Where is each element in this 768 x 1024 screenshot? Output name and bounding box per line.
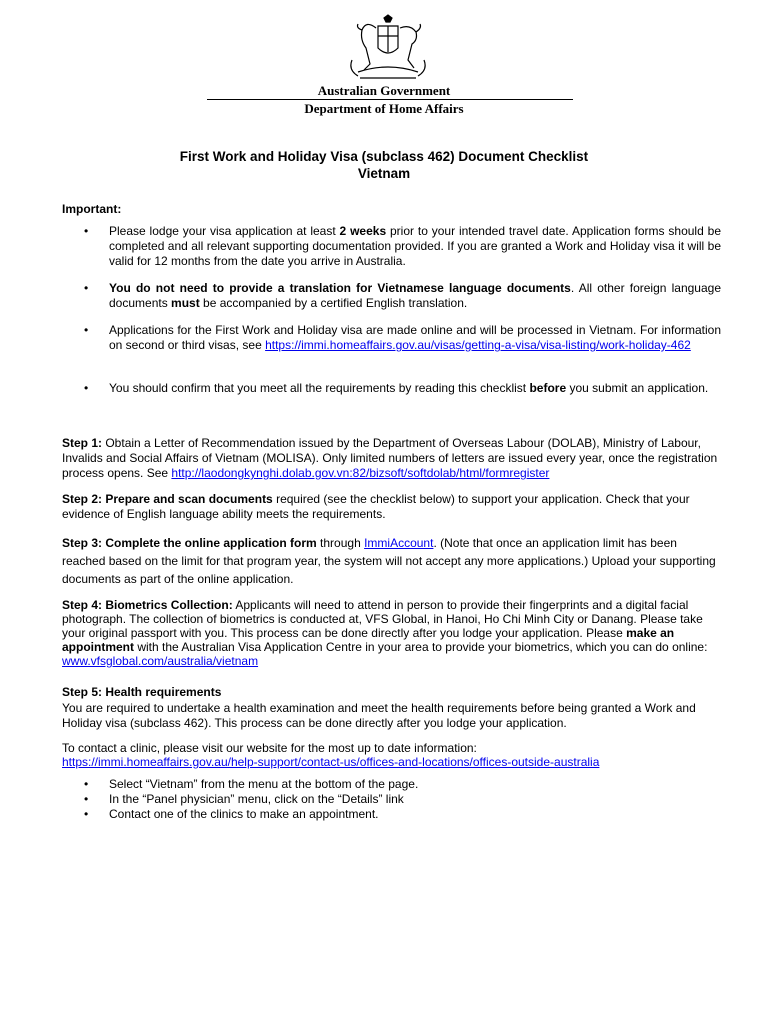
vfs-global-link[interactable]: www.vfsglobal.com/australia/vietnam — [62, 654, 259, 668]
clinic-step-2: In the “Panel physician” menu, click on the “Details” link — [109, 792, 404, 806]
coat-of-arms-logo — [338, 14, 438, 84]
bullet-marker: • — [84, 807, 89, 821]
important-heading: Important: — [62, 202, 122, 216]
important-bullet-2: You do not need to provide a translation for Vietnamese language documents. All other foreign language documents must be accompanied by a certified English translation. — [109, 281, 721, 310]
bullet-marker: • — [84, 323, 89, 337]
step-1: Step 1: Obtain a Letter of Recommendation issued by the Department of Overseas Labour (DOLAB), Ministry of Labour, Invalids and Social Affairs of Vietnam (MOLISA). Only limited numbers of letters are issued every year, once the registration process opens. See http://laodongkynghi.dolab.gov.vn:82/bizsoft/softdolab/html/formregister — [62, 436, 718, 480]
document-subtitle: Vietnam — [357, 166, 411, 181]
document-title: First Work and Holiday Visa (subclass 462) Document Checklist — [179, 149, 589, 164]
bullet-marker: • — [84, 381, 89, 395]
bullet-marker: • — [84, 792, 89, 806]
step-4: Step 4: Biometrics Collection: Applicants will need to attend in person to provide their fingerprints and a digital facial photograph. The collection of biometrics is conducted at, VFS Global, in Hanoi, Ho Chi Minh City or Danang. Please take your original passport with you. This process can be done directly after you lodge your application. Please make an appointment with the Australian Visa Application Centre in your area to provide your biometrics, which you can do online: www.vfsglobal.com/australia/vietnam — [62, 598, 708, 668]
offices-outside-australia-link[interactable]: https://immi.homeaffairs.gov.au/help-support/contact-us/offices-and-locations/offices-outside-australia — [62, 755, 600, 769]
important-bullet-4: You should confirm that you meet all the requirements by reading this checklist before you submit an application. — [109, 381, 709, 395]
bullet-marker: • — [84, 281, 89, 295]
step-5-heading: Step 5: Health requirements — [62, 685, 222, 699]
important-bullet-3: Applications for the First Work and Holiday visa are made online and will be processed in Vietnam. For information on second or third visas, see https://immi.homeaffairs.gov.au/visas/getting-a-visa/visa-listing/work-holiday-462 — [109, 323, 721, 352]
department-name: Department of Home Affairs — [304, 101, 464, 116]
clinic-step-3: Contact one of the clinics to make an appointment. — [109, 807, 379, 821]
bullet-marker: • — [84, 224, 89, 238]
contact-clinic-text: To contact a clinic, please visit our website for the most up to date information: — [62, 741, 477, 755]
contact-clinic-row — [62, 755, 722, 770]
step-2: Step 2: Prepare and scan documents required (see the checklist below) to support your application. Check that your evidence of English language ability meets the requirements. — [62, 492, 690, 521]
immiaccount-link[interactable]: ImmiAccount — [364, 536, 434, 550]
government-name: Australian Government — [317, 83, 451, 98]
important-bullet-1: Please lodge your visa application at least 2 weeks prior to your intended travel date. Application forms should be completed and all relevant supporting documentation provided. If you are granted a Work and Holiday visa it will be valid for 12 months from the date you arrive in Australia. — [109, 224, 721, 268]
dolab-register-link[interactable]: http://laodongkynghi.dolab.gov.vn:82/bizsoft/softdolab/html/formregister — [171, 466, 550, 480]
clinic-step-1: Select “Vietnam” from the menu at the bottom of the page. — [109, 777, 419, 791]
step-5-text: You are required to undertake a health examination and meet the health requirements before being granted a Work and Holiday visa (subclass 462). This process can be done directly after you lodge your application. — [62, 701, 696, 730]
header-divider — [207, 99, 573, 100]
visa-listing-link[interactable]: https://immi.homeaffairs.gov.au/visas/getting-a-visa/visa-listing/work-holiday-462 — [265, 338, 691, 352]
step-3: Step 3: Complete the online application form through ImmiAccount. (Note that once an application limit has been reached based on the limit for that program year, the system will not accept any more applications.) Upload your supporting documents as part of the online application. — [62, 536, 716, 586]
bullet-marker: • — [84, 777, 89, 791]
